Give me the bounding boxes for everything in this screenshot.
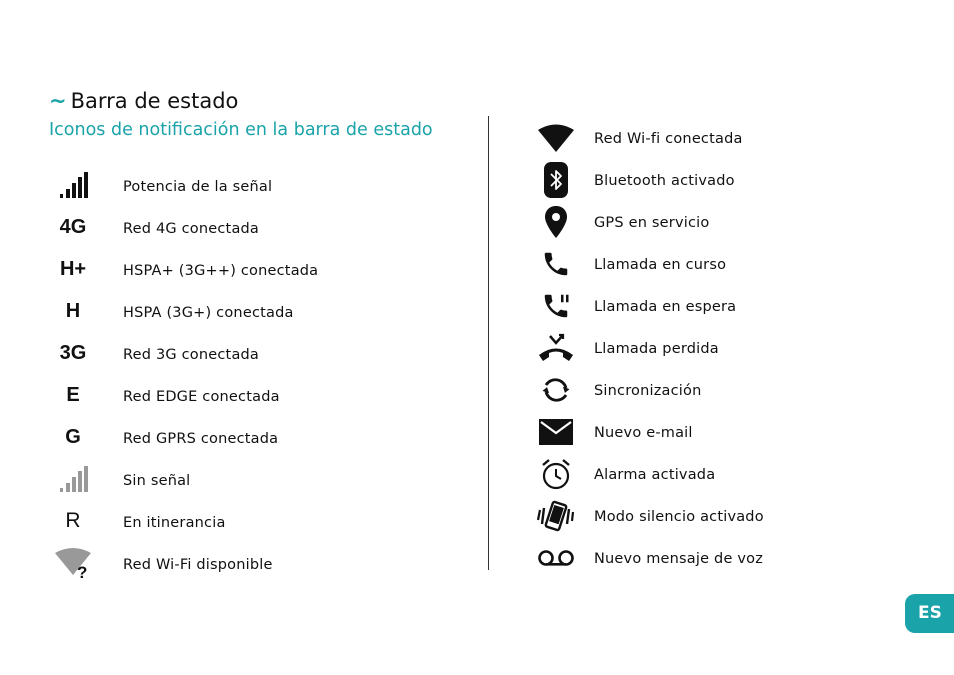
list-item <box>50 458 318 500</box>
sync-icon <box>533 369 579 411</box>
3g-icon: 3G <box>59 341 87 364</box>
item-label: En itinerancia <box>123 515 226 531</box>
item-label: Sin señal <box>123 473 191 489</box>
list-item <box>50 332 318 374</box>
list-item <box>50 500 318 542</box>
list-item <box>533 327 764 369</box>
item-label: Nuevo mensaje de voz <box>594 551 764 567</box>
title-text: Barra de estado <box>70 89 239 113</box>
list-item <box>533 537 764 579</box>
item-label: Alarma activada <box>594 467 716 483</box>
hspa-plus-icon: H+ <box>59 257 87 280</box>
wifi-connected-icon <box>533 117 579 159</box>
item-label: Red Wi-fi conectada <box>594 131 743 147</box>
list-item <box>533 495 764 537</box>
call-on-hold-icon <box>533 285 579 327</box>
list-item <box>50 164 318 206</box>
page-title <box>49 88 433 114</box>
gps-icon <box>533 201 579 243</box>
language-badge: ES <box>905 594 954 633</box>
list-item <box>533 411 764 453</box>
item-label: HSPA+ (3G++) conectada <box>123 263 319 279</box>
item-label: GPS en servicio <box>594 215 710 231</box>
item-label: Nuevo e-mail <box>594 425 693 441</box>
item-label: Llamada en espera <box>594 299 737 315</box>
item-label: Red EDGE conectada <box>123 389 280 405</box>
svg-text:?: ? <box>77 563 88 579</box>
list-item <box>533 117 764 159</box>
item-label: Red 3G conectada <box>123 347 260 363</box>
list-item <box>533 453 764 495</box>
list-item <box>50 374 318 416</box>
email-icon <box>533 411 579 453</box>
vibrate-icon <box>533 495 579 537</box>
item-label: Potencia de la señal <box>123 179 273 195</box>
page-subtitle: Iconos de notificación en la barra de estado <box>49 120 433 140</box>
edge-icon: E <box>66 383 80 406</box>
item-label: Red Wi-Fi disponible <box>123 557 273 573</box>
list-item <box>50 290 318 332</box>
list-item <box>50 542 318 584</box>
roaming-icon: R <box>65 509 81 532</box>
list-item <box>533 369 764 411</box>
list-item <box>50 248 318 290</box>
voicemail-icon <box>533 537 579 579</box>
item-label: Modo silencio activado <box>594 509 764 525</box>
item-label: Bluetooth activado <box>594 173 735 189</box>
signal-strength-icon <box>50 164 96 206</box>
title-marker: ~ <box>49 89 67 113</box>
alarm-icon <box>533 453 579 495</box>
bluetooth-icon <box>533 159 579 201</box>
gprs-icon: G <box>65 425 81 448</box>
column-divider <box>488 116 489 570</box>
missed-call-icon <box>533 327 579 369</box>
section-header <box>49 88 433 140</box>
item-label: Red 4G conectada <box>123 221 260 237</box>
hspa-icon: H <box>65 299 81 322</box>
list-item <box>50 416 318 458</box>
list-item <box>533 201 764 243</box>
list-item <box>533 285 764 327</box>
list-item <box>533 159 764 201</box>
item-label: Red GPRS conectada <box>123 431 279 447</box>
call-in-progress-icon <box>533 243 579 285</box>
left-icon-list <box>50 164 318 584</box>
item-label: Llamada perdida <box>594 341 719 357</box>
item-label: Llamada en curso <box>594 257 727 273</box>
4g-icon: 4G <box>59 215 87 238</box>
no-signal-icon <box>50 458 96 500</box>
list-item <box>50 206 318 248</box>
list-item <box>533 243 764 285</box>
right-icon-list <box>533 117 764 579</box>
item-label: Sincronización <box>594 383 702 399</box>
item-label: HSPA (3G+) conectada <box>123 305 294 321</box>
wifi-available-icon <box>50 542 96 584</box>
